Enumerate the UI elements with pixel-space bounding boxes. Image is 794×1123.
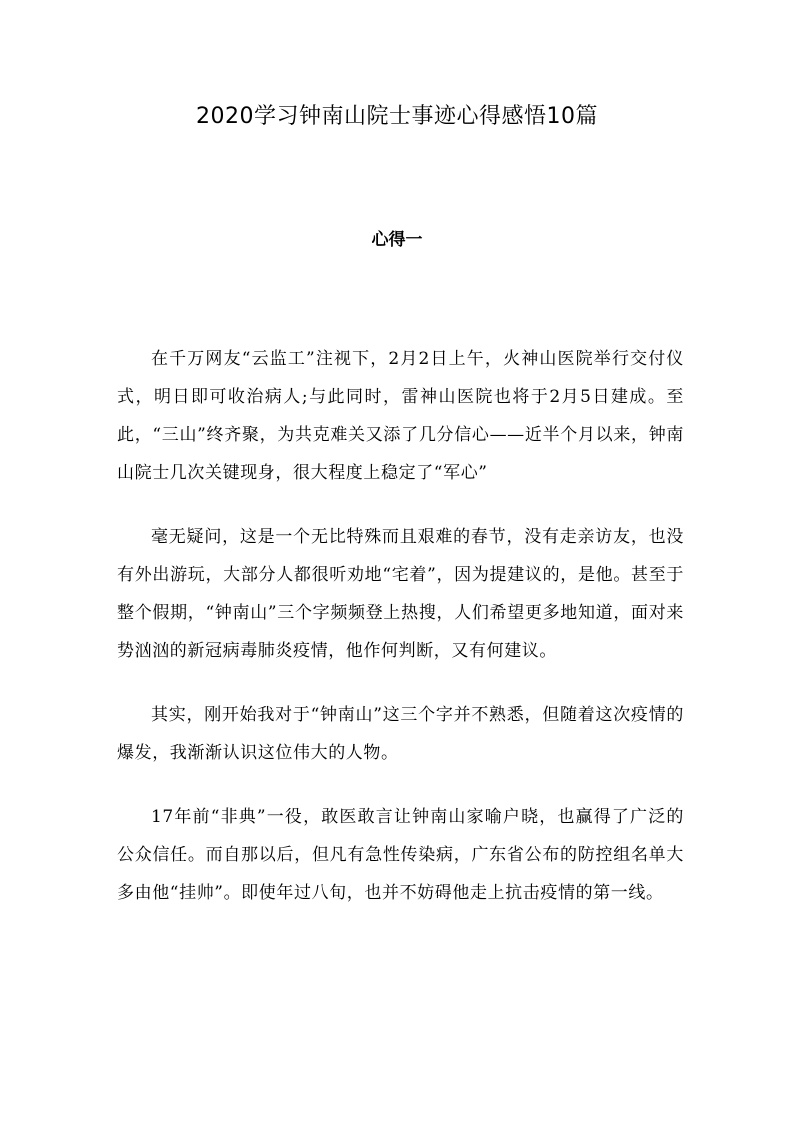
paragraph-4: 17年前“非典”一役，敢医敢言让钟南山家喻户晓，也赢得了广泛的公众信任。而自那以后，但凡有急性传染病，广东省公布的防控组名单大多由他“挂帅”。即使年过八旬，也并不妨碍他走上抗击疫情的第一线。 <box>117 807 684 903</box>
paragraph-1: 在千万网友“云监工”注视下，2月2日上午，火神山医院举行交付仪式，明日即可收治病人;与此同时，雷神山医院也将于2月5日建成。至此，“三山”终齐聚，为共克难关又添了几分信心——近半个月以来，钟南山院士几次关键现身，很大程度上稳定了“军心” <box>117 349 684 483</box>
section-heading: 心得一 <box>371 230 423 250</box>
paragraph-2: 毫无疑问，这是一个无比特殊而且艰难的春节，没有走亲访友，也没有外出游玩，大部分人都很听劝地“宅着”，因为提建议的，是他。甚至于整个假期，“钟南山”三个字频频登上热搜，人们希望更多地知道，面对来势汹汹的新冠病毒肺炎疫情，他作何判断，又有何建议。 <box>117 527 684 661</box>
document-title: 2020学习钟南山院士事迹心得感悟10篇 <box>196 104 598 129</box>
document-body <box>117 340 684 938</box>
paragraph-3: 其实，刚开始我对于“钟南山”这三个字并不熟悉，但随着这次疫情的爆发，我渐渐认识这位伟大的人物。 <box>117 705 684 763</box>
